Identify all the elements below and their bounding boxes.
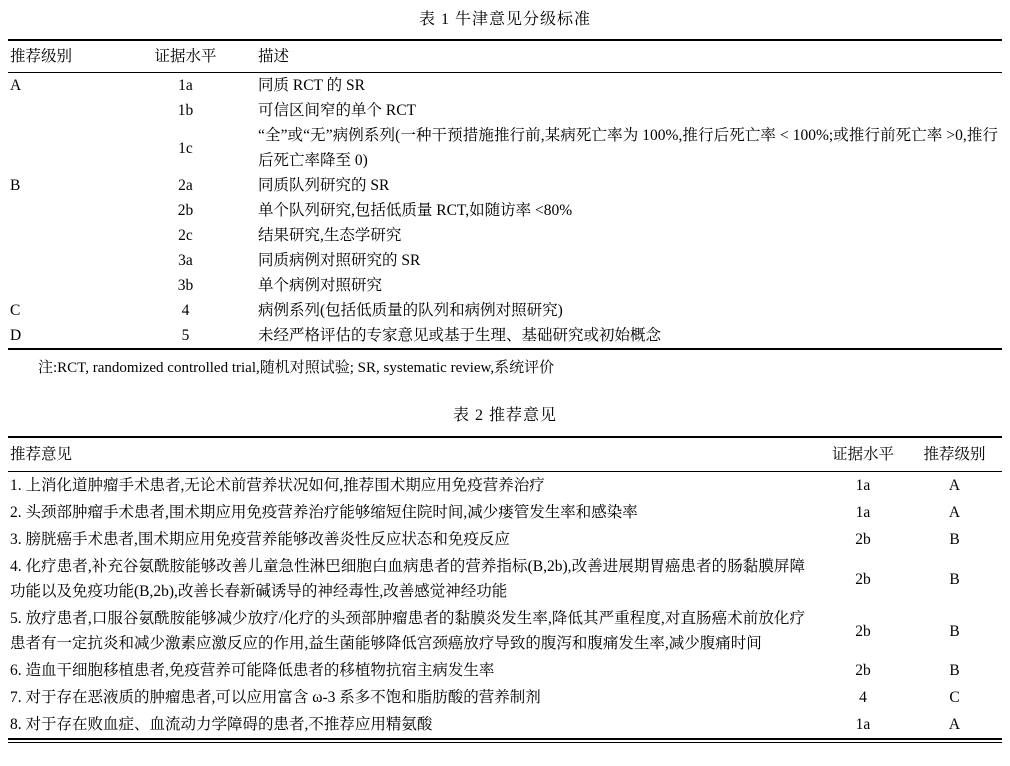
table-row [8,323,1002,349]
grade-cell [8,248,143,273]
desc-cell: 可信区间窄的单个 RCT [258,102,417,119]
recommendation-cell: 1. 上消化道肿瘤手术患者,无论术前营养状况如何,推荐围术期应用免疫营养治疗 [10,477,545,494]
recommendation-cell: 6. 造血干细胞移植患者,免疫营养可能降低患者的移植物抗宿主病发生率 [10,662,495,679]
table-row [8,553,1002,605]
table1-grading-standard [8,39,1002,350]
grade-cell: A [10,77,22,94]
recommendation-cell: 4. 化疗患者,补充谷氨酰胺能够改善儿童急性淋巴细胞白血病患者的营养指标(B,2b),改善进展期胃癌患者的肠黏膜屏障功能以及免疫功能(B,2b),改善长春新碱诱导的神经毒性,改善感觉神经功能 [10,558,805,600]
desc-cell: 同质 RCT 的 SR [258,77,365,94]
grade-cell: C [949,689,960,706]
recommendation-cell: 3. 膀胱癌手术患者,围术期应用免疫营养能够改善炎性反应状态和免疫反应 [10,531,510,548]
recommendation-cell: 8. 对于存在败血症、血流动力学障碍的患者,不推荐应用精氨酸 [10,716,433,733]
table-row [8,711,1002,738]
grade-cell [8,273,143,298]
table1-title: 表 1 牛津意见分级标准 [418,11,591,28]
table2-bottom-rule [8,738,1002,743]
table2-header-text: 推荐意见 [8,437,819,472]
level-cell: 3b [177,277,194,294]
desc-cell: 同质队列研究的 SR [258,177,390,194]
level-cell: 3a [178,252,193,269]
level-cell: 2a [178,177,193,194]
desc-cell: 未经严格评估的专家意见或基于生理、基础研究或初始概念 [258,327,662,344]
level-cell: 1c [178,139,193,157]
grade-cell [8,223,143,248]
level-cell: 1a [855,716,871,733]
grade-cell: A [948,477,961,494]
grade-cell: D [10,327,22,344]
table-row [8,173,1002,198]
table1-header-grade: 推荐级别 [8,40,143,73]
desc-cell: 单个队列研究,包括低质量 RCT,如随访率 <80% [258,202,573,219]
table-row [8,123,1002,173]
table-row [8,605,1002,657]
table1-header-desc: 描述 [228,40,1002,73]
table2-header-level: 证据水平 [819,437,907,472]
recommendation-cell: 7. 对于存在恶液质的肿瘤患者,可以应用富含 ω-3 系多不饱和脂肪酸的营养制剂 [10,689,541,706]
desc-cell: 病例系列(包括低质量的队列和病例对照研究) [258,302,563,319]
table1-header-level: 证据水平 [143,40,228,73]
desc-cell: 单个病例对照研究 [258,277,383,294]
level-cell: 1b [177,102,194,119]
table-row [8,684,1002,711]
table2-header-row [8,437,1002,472]
grade-cell: A [948,716,961,733]
grade-cell [8,123,143,173]
table-row [8,98,1002,123]
table-row [8,73,1002,99]
grade-cell [8,198,143,223]
level-cell: 2b [855,531,871,548]
level-cell: 1a [855,477,871,494]
grade-cell: B [949,622,960,640]
level-cell: 2b [177,202,194,219]
grade-cell [8,98,143,123]
table1-footnote: 注:RCT, randomized controlled trial,随机对照试验; SR, systematic review,系统评价 [38,360,555,376]
level-cell: 4 [859,689,867,706]
grade-cell: A [948,504,961,521]
grade-cell: C [10,302,21,319]
grade-cell: B [949,531,960,548]
table-row [8,472,1002,500]
table-row [8,499,1002,526]
desc-cell: 结果研究,生态学研究 [258,227,402,244]
recommendation-cell: 5. 放疗患者,口服谷氨酰胺能够减少放疗/化疗的头颈部肿瘤患者的黏膜炎发生率,降低其严重程度,对直肠癌术前放化疗患者有一定抗炎和减少激素应激反应的作用,益生菌能够降低宫颈癌放疗导致的腹泻和腹痛发生率,减少腹痛时间 [10,610,805,652]
level-cell: 2b [855,570,871,588]
table2-title: 表 2 推荐意见 [452,407,557,424]
desc-cell: “全”或“无”病例系列(一种干预措施推行前,某病死亡率为 100%,推行后死亡率 < 100%;或推行前死亡率 >0,推行后死亡率降至 0) [258,127,998,169]
desc-cell: 同质病例对照研究的 SR [258,252,421,269]
table2-recommendations [8,436,1002,738]
table-row [8,526,1002,553]
grade-cell: B [949,570,960,588]
grade-cell: B [10,177,21,194]
table-row [8,248,1002,273]
grade-cell: B [949,662,960,679]
level-cell: 1a [855,504,871,521]
table-row [8,273,1002,298]
level-cell: 1a [178,77,193,94]
level-cell: 4 [181,302,190,319]
level-cell: 2c [178,227,193,244]
table-row [8,198,1002,223]
table-row [8,298,1002,323]
table-row [8,657,1002,684]
recommendation-cell: 2. 头颈部肿瘤手术患者,围术期应用免疫营养治疗能够缩短住院时间,减少瘘管发生率和感染率 [10,504,638,521]
level-cell: 5 [181,327,190,344]
table1-header-row [8,40,1002,73]
table2-header-grade: 推荐级别 [907,437,1002,472]
level-cell: 2b [855,662,871,679]
level-cell: 2b [855,622,871,640]
table-row [8,223,1002,248]
